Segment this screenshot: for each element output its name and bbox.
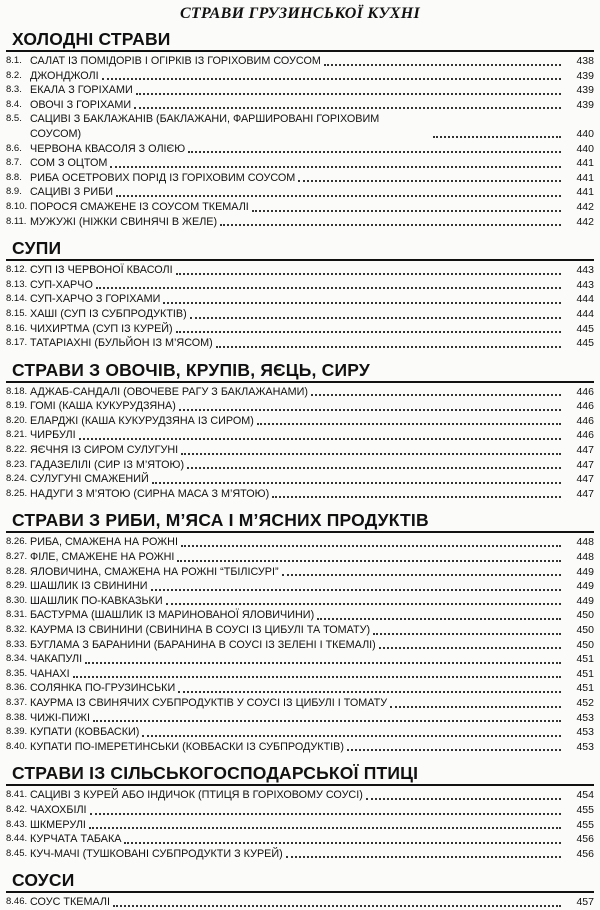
contents-entry[interactable] xyxy=(6,740,594,755)
contents-entry[interactable] xyxy=(6,185,594,200)
contents-entry[interactable] xyxy=(6,83,594,98)
entry-number: 8.31. xyxy=(6,609,28,621)
entry-title: КАУРМА ІЗ СВИНЯЧИХ СУБПРОДУКТІВ У СОУСІ ІЗ ЦИБУЛІ І ТОМАТУ xyxy=(30,696,388,709)
entry-number: 8.28. xyxy=(6,565,28,577)
entry-number: 8.14. xyxy=(6,293,28,305)
entry-page-number: 448 xyxy=(576,551,594,564)
entry-number: 8.3. xyxy=(6,84,22,96)
entry-title: РИБА ОСЕТРОВИХ ПОРІД ІЗ ГОРІХОВИМ СОУСОМ xyxy=(30,171,296,184)
dot-leader xyxy=(286,855,561,858)
section xyxy=(6,28,594,229)
entry-number: 8.26. xyxy=(6,536,28,548)
entry-title: ОВОЧІ З ГОРІХАМИ xyxy=(30,98,132,111)
entry-title: ФІЛЕ, СМАЖЕНЕ НА РОЖНІ xyxy=(30,551,175,564)
entry-title: ЧИЖІ-ПИЖІ xyxy=(30,711,91,724)
entry-page-number: 445 xyxy=(576,337,594,350)
contents-entry[interactable] xyxy=(6,895,594,910)
entry-page-number: 447 xyxy=(576,458,594,471)
entry-number: 8.34. xyxy=(6,653,28,665)
section-spacer xyxy=(6,501,594,509)
entry-number: 8.13. xyxy=(6,278,28,290)
entry-title: АДЖАБ-САНДАЛІ (ОВОЧЕВЕ РАГУ З БАКЛАЖАНАМИ) xyxy=(30,385,308,398)
entry-page-number: 441 xyxy=(576,171,594,184)
section xyxy=(6,869,594,910)
entry-page-number: 447 xyxy=(576,473,594,486)
entry-page-number: 452 xyxy=(576,696,594,709)
entry-page-number: 441 xyxy=(576,186,594,199)
section-spacer xyxy=(6,229,594,237)
section-heading: СТРАВИ З ОВОЧІВ, КРУПІВ, ЯЄЦЬ, СИРУ xyxy=(6,359,594,383)
entry-page-number: 453 xyxy=(576,711,594,724)
contents-entry[interactable] xyxy=(6,725,594,740)
entry-page-number: 449 xyxy=(576,565,594,578)
entry-page-number: 455 xyxy=(576,803,594,816)
entry-number: 8.27. xyxy=(6,551,28,563)
contents-entry[interactable] xyxy=(6,414,594,429)
dot-leader xyxy=(216,345,561,348)
contents-entry[interactable] xyxy=(6,385,594,400)
dot-leader xyxy=(257,422,561,425)
entry-page-number: 442 xyxy=(576,200,594,213)
contents-entry[interactable] xyxy=(6,594,594,609)
entry-number: 8.44. xyxy=(6,833,28,845)
contents-list xyxy=(6,28,594,910)
contents-entry[interactable] xyxy=(6,98,594,113)
entry-number: 8.42. xyxy=(6,803,28,815)
contents-entry[interactable] xyxy=(6,652,594,667)
entry-number: 8.17. xyxy=(6,337,28,349)
entry-number: 8.9. xyxy=(6,186,22,198)
dot-leader xyxy=(178,690,561,693)
entry-page-number: 448 xyxy=(576,536,594,549)
dot-leader xyxy=(181,452,561,455)
section-heading: СТРАВИ ІЗ СІЛЬСЬКОГОСПОДАРСЬКОЇ ПТИЦІ xyxy=(6,762,594,786)
entry-number: 8.4. xyxy=(6,98,22,110)
dot-leader xyxy=(433,135,561,138)
contents-entry[interactable] xyxy=(6,565,594,580)
contents-entry[interactable] xyxy=(6,428,594,443)
entry-title: СУП-ХАРЧО З ГОРІХАМИ xyxy=(30,293,161,306)
dot-leader xyxy=(110,165,561,168)
section-heading: СОУСИ xyxy=(6,869,594,893)
contents-entry[interactable] xyxy=(6,69,594,84)
entry-title: БАСТУРМА (ШАШЛИК ІЗ МАРИНОВАНОЇ ЯЛОВИЧИНИ) xyxy=(30,609,315,622)
entry-title: НАДУГИ З М’ЯТОЮ (СИРНА МАСА З М’ЯТОЮ) xyxy=(30,487,270,500)
dot-leader xyxy=(85,661,561,664)
entry-title: ХАШІ (СУП ІЗ СУБПРОДУКТІВ) xyxy=(30,307,187,320)
contents-entry[interactable] xyxy=(6,550,594,565)
entry-number: 8.2. xyxy=(6,69,22,81)
entry-title: ШАШЛИК ПО-КАВКАЗЬКИ xyxy=(30,594,163,607)
dot-leader xyxy=(113,904,561,907)
entry-title: РИБА, СМАЖЕНА НА РОЖНІ xyxy=(30,536,178,549)
entry-title: ЧЕРВОНА КВАСОЛЯ З ОЛІЄЮ xyxy=(30,142,186,155)
entry-number: 8.10. xyxy=(6,200,28,212)
entry-title: КУПАТИ (КОВБАСКИ) xyxy=(30,726,140,739)
contents-entry[interactable] xyxy=(6,336,594,351)
dot-leader xyxy=(298,179,561,182)
entry-title: ЧИРБУЛІ xyxy=(30,429,76,442)
entry-page-number: 447 xyxy=(576,487,594,500)
dot-leader xyxy=(176,330,561,333)
entry-number: 8.29. xyxy=(6,580,28,592)
entry-page-number: 451 xyxy=(576,667,594,680)
entry-title: КУЧ-МАЧІ (ТУШКОВАНІ СУБПРОДУКТИ З КУРЕЙ) xyxy=(30,847,283,860)
entry-title: ШАШЛИК ІЗ СВИНИНИ xyxy=(30,580,148,593)
dot-leader xyxy=(390,705,561,708)
entry-number: 8.45. xyxy=(6,847,28,859)
contents-entry[interactable] xyxy=(6,399,594,414)
entry-number: 8.40. xyxy=(6,740,28,752)
entry-title: ГАДАЗЕЛІЛІ (СИР ІЗ М’ЯТОЮ) xyxy=(30,458,185,471)
dot-leader xyxy=(220,223,561,226)
entry-number: 8.16. xyxy=(6,322,28,334)
entry-page-number: 451 xyxy=(576,653,594,666)
dot-leader xyxy=(190,316,561,319)
entry-title: САЛАТ ІЗ ПОМІДОРІВ І ОГІРКІВ ІЗ ГОРІХОВИМ СОУСОМ xyxy=(30,55,321,67)
entry-title: СОУС ТКЕМАЛІ xyxy=(30,896,110,909)
entry-page-number: 446 xyxy=(576,400,594,413)
entry-title: ГОМІ (КАША КУКУРУДЗЯНА) xyxy=(30,400,176,413)
entry-title: ЧАХОХБІЛІ xyxy=(30,803,87,816)
contents-entry[interactable] xyxy=(6,818,594,833)
entry-title: САЦИВІ З БАКЛАЖАНІВ (БАКЛАЖАНИ, ФАРШИРОВАНІ ГОРІХОВИМ СОУСОМ) xyxy=(30,113,380,140)
section-heading: ХОЛОДНІ СТРАВИ xyxy=(6,28,594,52)
entry-page-number: 450 xyxy=(576,609,594,622)
contents-entry[interactable] xyxy=(6,487,594,502)
entry-page-number: 451 xyxy=(576,682,594,695)
entry-number: 8.7. xyxy=(6,157,22,169)
entry-title: СУЛУГУНІ СМАЖЕНИЙ xyxy=(30,473,149,486)
contents-entry[interactable] xyxy=(6,847,594,862)
entry-number: 8.23. xyxy=(6,458,28,470)
entry-title: ЕЛАРДЖІ (КАША КУКУРУДЗЯНА ІЗ СИРОМ) xyxy=(30,414,254,427)
dot-leader xyxy=(136,92,561,95)
entry-number: 8.12. xyxy=(6,264,28,276)
contents-entry[interactable] xyxy=(6,278,594,293)
entry-page-number: 441 xyxy=(576,157,594,170)
entry-page-number: 444 xyxy=(576,293,594,306)
contents-entry[interactable] xyxy=(6,458,594,473)
section-heading: СУПИ xyxy=(6,237,594,261)
contents-entry[interactable] xyxy=(6,608,594,623)
section xyxy=(6,359,594,502)
contents-entry[interactable] xyxy=(6,112,594,141)
entry-title: БУГЛАМА З БАРАНИНИ (БАРАНИНА В СОУСІ ІЗ ЗЕЛЕНІ І ТКЕМАЛІ) xyxy=(30,638,376,651)
dot-leader xyxy=(163,301,561,304)
entry-page-number: 449 xyxy=(576,580,594,593)
entry-page-number: 454 xyxy=(576,789,594,802)
dot-leader xyxy=(176,272,561,275)
entry-number: 8.18. xyxy=(6,385,28,397)
entry-number: 8.41. xyxy=(6,789,28,801)
contents-entry[interactable] xyxy=(6,156,594,171)
entry-page-number: 453 xyxy=(576,740,594,753)
contents-entry[interactable] xyxy=(6,711,594,726)
entry-title: МУЖУЖІ (НІЖКИ СВИНЯЧІ В ЖЕЛЕ) xyxy=(30,215,218,228)
contents-entry[interactable] xyxy=(6,638,594,653)
entry-number: 8.37. xyxy=(6,696,28,708)
entry-number: 8.8. xyxy=(6,171,22,183)
entry-number: 8.30. xyxy=(6,594,28,606)
entry-title: ШКМЕРУЛІ xyxy=(30,818,86,831)
dot-leader xyxy=(116,194,561,197)
contents-entry[interactable] xyxy=(6,472,594,487)
contents-entry[interactable] xyxy=(6,263,594,278)
entry-page-number: 439 xyxy=(576,69,594,82)
contents-entry[interactable] xyxy=(6,142,594,157)
entry-number: 8.38. xyxy=(6,711,28,723)
entry-number: 8.24. xyxy=(6,473,28,485)
entry-page-number: 446 xyxy=(576,429,594,442)
entry-number: 8.36. xyxy=(6,682,28,694)
contents-entry[interactable] xyxy=(6,200,594,215)
dot-leader xyxy=(89,826,561,829)
entry-title: КУРЧАТА ТАБАКА xyxy=(30,833,122,846)
dot-leader xyxy=(272,495,561,498)
entry-title: СУП-ХАРЧО xyxy=(30,278,93,291)
entry-number: 8.19. xyxy=(6,400,28,412)
entry-number: 8.15. xyxy=(6,307,28,319)
section xyxy=(6,509,594,754)
section-spacer xyxy=(6,861,594,869)
dot-leader xyxy=(166,602,561,605)
entry-number: 8.32. xyxy=(6,624,28,635)
entry-number: 8.21. xyxy=(6,429,28,441)
contents-entry[interactable] xyxy=(6,171,594,186)
entry-number: 8.5. xyxy=(6,113,22,125)
contents-entry[interactable] xyxy=(6,54,594,69)
contents-entry[interactable] xyxy=(6,443,594,458)
entry-title: САЦИВІ З КУРЕЙ АБО ІНДИЧОК (ПТИЦЯ В ГОРІХОВОМУ СОУСІ) xyxy=(30,789,363,802)
dot-leader xyxy=(317,617,561,620)
entry-page-number: 457 xyxy=(576,896,594,909)
dot-leader xyxy=(102,77,561,80)
entry-title: ЧАКАПУЛІ xyxy=(30,653,83,666)
entry-page-number: 453 xyxy=(576,726,594,739)
contents-entry[interactable] xyxy=(6,215,594,230)
entry-title: КУПАТИ ПО-ІМЕРЕТИНСЬКИ (КОВБАСКИ ІЗ СУБПРОДУКТІВ) xyxy=(30,740,344,753)
dot-leader xyxy=(124,841,561,844)
dot-leader xyxy=(73,675,561,678)
contents-entry[interactable] xyxy=(6,623,594,638)
entry-page-number: 443 xyxy=(576,264,594,277)
entry-page-number: 442 xyxy=(576,215,594,228)
contents-entry[interactable] xyxy=(6,535,594,550)
entry-page-number: 440 xyxy=(576,127,594,140)
dot-leader xyxy=(96,286,561,289)
dot-leader xyxy=(373,632,561,635)
dot-leader xyxy=(181,544,561,547)
dot-leader xyxy=(311,393,561,396)
entry-number: 8.6. xyxy=(6,142,22,154)
contents-entry[interactable] xyxy=(6,788,594,803)
entry-number: 8.1. xyxy=(6,55,22,66)
dot-leader xyxy=(90,812,561,815)
dot-leader xyxy=(188,150,561,153)
section-heading: СТРАВИ З РИБИ, М’ЯСА І М’ЯСНИХ ПРОДУКТІВ xyxy=(6,509,594,533)
dot-leader xyxy=(93,719,561,722)
dot-leader xyxy=(187,466,561,469)
section-spacer xyxy=(6,754,594,762)
entry-title: ДЖОНДЖОЛІ xyxy=(30,69,99,82)
dot-leader xyxy=(379,646,561,649)
dot-leader xyxy=(179,408,561,411)
entry-page-number: 449 xyxy=(576,594,594,607)
entry-page-number: 443 xyxy=(576,278,594,291)
entry-page-number: 450 xyxy=(576,624,594,636)
contents-entry[interactable] xyxy=(6,579,594,594)
dot-leader xyxy=(177,559,561,562)
entry-title: ЧАНАХІ xyxy=(30,667,70,680)
entry-title: ЯЄЧНЯ ІЗ СИРОМ СУЛУГУНІ xyxy=(30,444,179,457)
dot-leader xyxy=(151,588,561,591)
entry-title: ЧИХИРТМА (СУП ІЗ КУРЕЙ) xyxy=(30,322,173,335)
entry-page-number: 446 xyxy=(576,414,594,427)
dot-leader xyxy=(134,106,561,109)
entry-title: ТАТАРІАХНІ (БУЛЬЙОН ІЗ М’ЯСОМ) xyxy=(30,337,213,350)
dot-leader xyxy=(366,797,561,800)
entry-number: 8.22. xyxy=(6,444,28,456)
entry-page-number: 439 xyxy=(576,84,594,97)
entry-page-number: 450 xyxy=(576,638,594,651)
entry-title: САЦИВІ З РИБИ xyxy=(30,186,114,199)
entry-number: 8.39. xyxy=(6,726,28,738)
dot-leader xyxy=(79,437,561,440)
dot-leader xyxy=(324,63,561,66)
contents-entry[interactable] xyxy=(6,832,594,847)
entry-number: 8.11. xyxy=(6,215,27,227)
entry-title: СОЛЯНКА ПО-ГРУЗИНСЬКИ xyxy=(30,682,176,695)
entry-title: ПОРОСЯ СМАЖЕНЕ ІЗ СОУСОМ ТКЕМАЛІ xyxy=(30,200,249,213)
contents-entry[interactable] xyxy=(6,696,594,711)
entry-number: 8.43. xyxy=(6,818,28,830)
page-title: СТРАВИ ГРУЗИНСЬКОЇ КУХНІ xyxy=(179,5,421,22)
entry-number: 8.46. xyxy=(6,896,28,908)
entry-page-number: 456 xyxy=(576,847,594,860)
contents-entry[interactable] xyxy=(6,292,594,307)
entry-page-number: 446 xyxy=(576,385,594,398)
contents-entry[interactable] xyxy=(6,803,594,818)
dot-leader xyxy=(252,209,561,212)
entry-page-number: 439 xyxy=(576,98,594,111)
entry-number: 8.25. xyxy=(6,487,28,499)
entry-page-number: 438 xyxy=(576,55,594,67)
entry-title: ЯЛОВИЧИНА, СМАЖЕНА НА РОЖНІ “ТБІЛІСУРІ” xyxy=(30,565,279,578)
entry-title: КАУРМА ІЗ СВИНИНИ (СВИНИНА В СОУСІ ІЗ ЦИБУЛІ ТА ТОМАТУ) xyxy=(30,624,371,636)
section xyxy=(6,237,594,351)
entry-page-number: 455 xyxy=(576,818,594,831)
section xyxy=(6,762,594,861)
dot-leader xyxy=(152,481,561,484)
entry-title: СУП ІЗ ЧЕРВОНОЇ КВАСОЛІ xyxy=(30,264,173,277)
contents-entry[interactable] xyxy=(6,307,594,322)
entry-title: ЕКАЛА З ГОРІХАМИ xyxy=(30,84,133,97)
entry-page-number: 440 xyxy=(576,142,594,155)
section-spacer xyxy=(6,351,594,359)
entry-number: 8.35. xyxy=(6,667,28,679)
entry-number: 8.33. xyxy=(6,638,28,650)
entry-number: 8.20. xyxy=(6,414,28,426)
dot-leader xyxy=(347,748,561,751)
entry-page-number: 447 xyxy=(576,444,594,457)
dot-leader xyxy=(282,573,561,576)
entry-page-number: 445 xyxy=(576,322,594,335)
entry-page-number: 456 xyxy=(576,833,594,846)
contents-entry[interactable] xyxy=(6,667,594,682)
contents-entry[interactable] xyxy=(6,681,594,696)
entry-page-number: 444 xyxy=(576,307,594,320)
entry-title: СОМ З ОЦТОМ xyxy=(30,157,108,170)
dot-leader xyxy=(142,734,561,737)
contents-entry[interactable] xyxy=(6,322,594,337)
